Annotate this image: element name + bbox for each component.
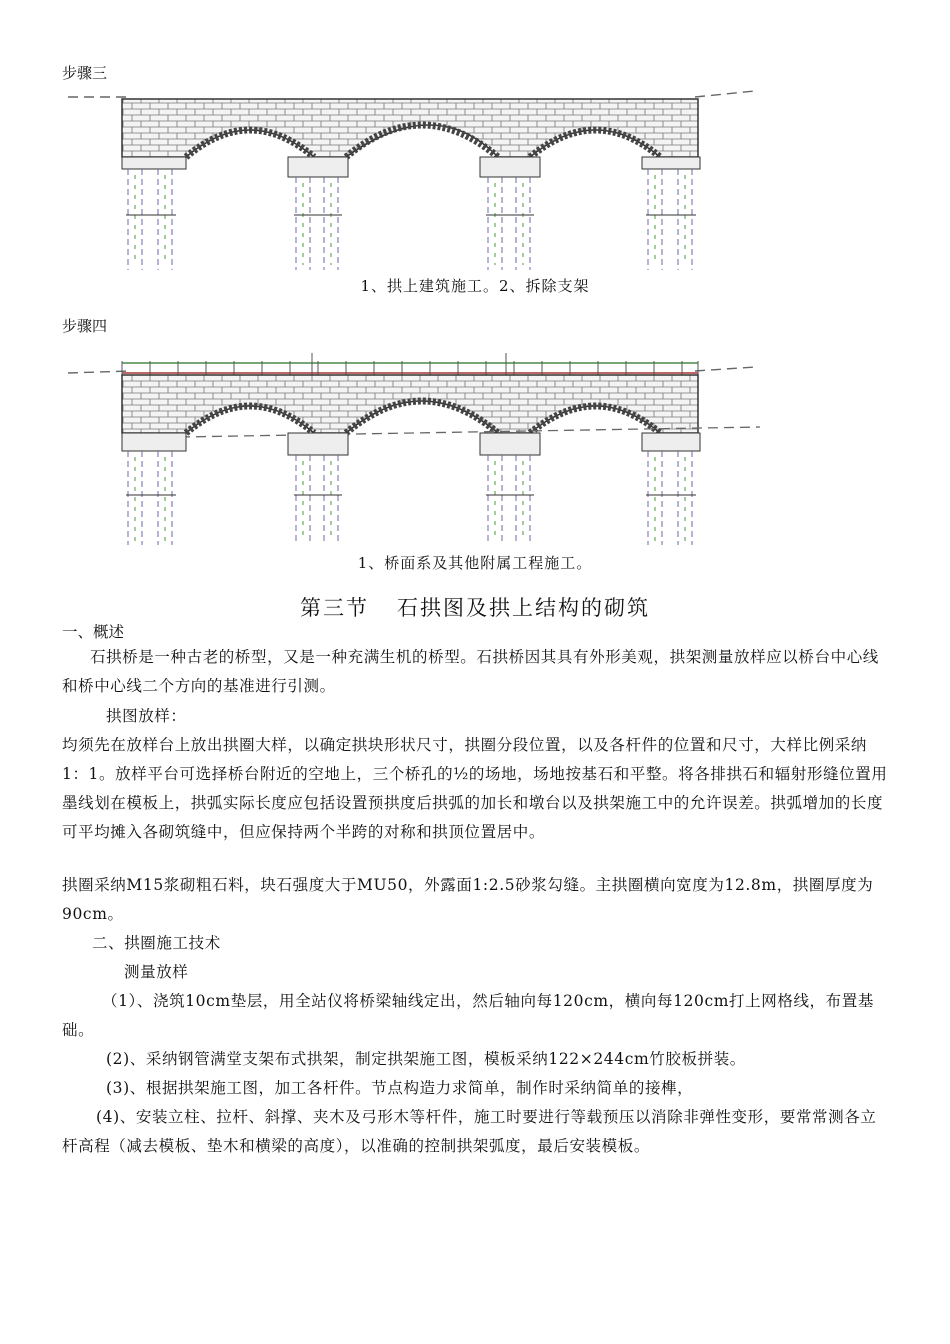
section-title [0,592,950,622]
tech-subheading: 测量放样 [124,963,189,981]
tech-heading: 二、拱圈施工技术 [92,934,221,952]
section-name: 石拱图及拱上结构的砌筑 [397,596,650,620]
tech-item-2: (2)、采纳钢管满堂支架布式拱架，制定拱架施工图，模板采纳122×244cm竹胶板拼装。 [106,1050,746,1068]
section-number: 第三节 [300,596,369,620]
layout-subheading: 拱图放样： [106,707,187,725]
step4-label: 步骤四 [62,317,108,335]
overview-paragraph-3: 拱圈采纳M15浆砌粗石料，块石强度大于MU50，外露面1:2.5砂浆勾缝。主拱圈横向宽度为12.8m，拱圈厚度为90cm。 [62,876,874,923]
step3-caption: 1、拱上建筑施工。2、拆除支架 [360,277,590,295]
tech-item-3: (3)、根据拱架施工图，加工各杆件。节点构造力求简单，制作时采纳简单的接榫， [106,1079,694,1097]
bridge-diagram-step3 [60,85,760,295]
tech-item-4: (4)、安装立柱、拉杆、斜撑、夹木及弓形木等杆件，施工时要进行等载预压以消除非弹性变形，要常常测各立杆高程（减去模板、垫木和横梁的高度），以准确的控制拱架弧度，最后安装模板。 [62,1108,877,1155]
bridge-diagram-step4 [60,345,760,565]
step3-label: 步骤三 [62,64,108,82]
step4-caption: 1、桥面系及其他附属工程施工。 [357,554,593,572]
overview-heading: 一、概述 [62,623,125,641]
overview-paragraph-2: 均须先在放样台上放出拱圈大样，以确定拱块形状尺寸，拱圈分段位置，以及各杆件的位置和尺寸，大样比例采纳1：1。放样平台可选择桥台附近的空地上，三个桥孔的½的场地，场地按基石和平整。将各排拱石和辐射形缝位置用墨线划在模板上，拱弧实际长度应包括设置预拱度后拱弧的加长和墩台以及拱架施工中的允许误差。拱弧增加的长度可平均摊入各砌筑缝中，但应保持两个半跨的对称和拱顶位置居中。 [62,736,888,841]
overview-paragraph-1: 石拱桥是一种古老的桥型，又是一种充满生机的桥型。石拱桥因其具有外形美观，拱架测量放样应以桥台中心线和桥中心线二个方向的基准进行引测。 [62,648,879,695]
tech-item-1: （1）、浇筑10cm垫层，用全站仪将桥梁轴线定出，然后轴向每120cm，横向每120cm打上网格线，布置基础。 [62,992,874,1039]
